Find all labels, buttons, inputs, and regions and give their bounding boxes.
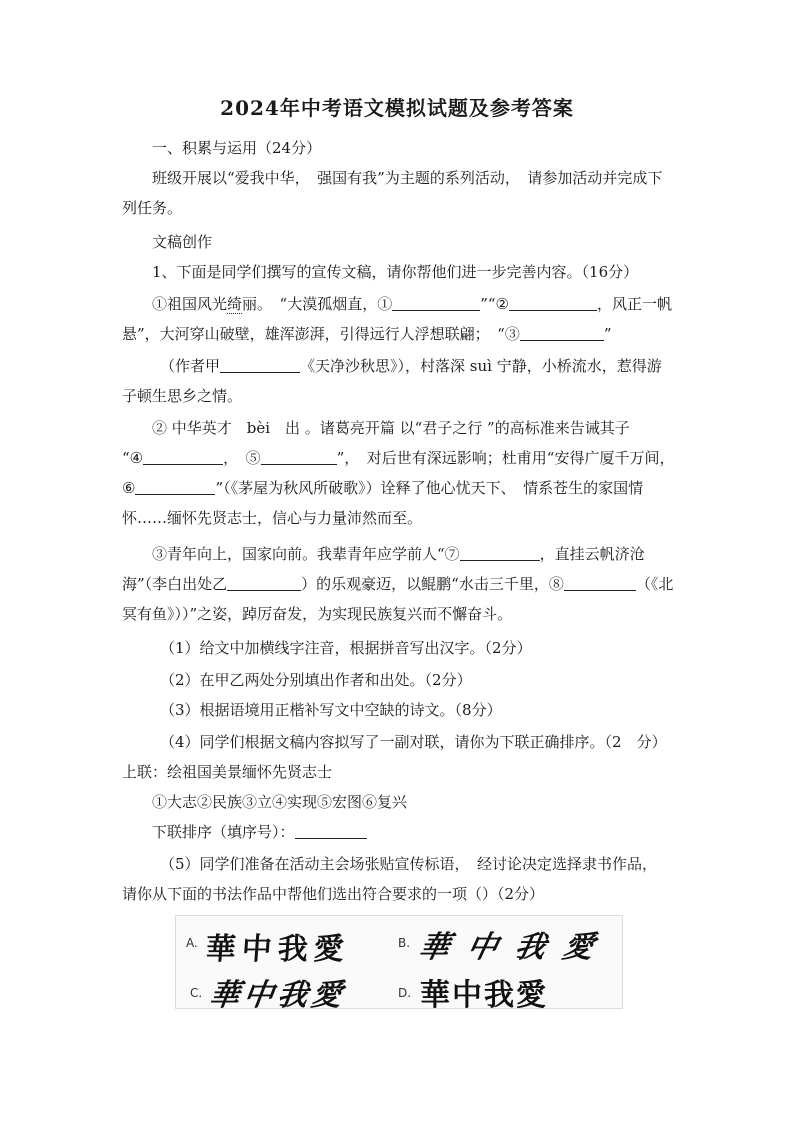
question-5-line1: （5）同学们准备在活动主会场张贴宣传标语， 经讨论决定选择隶书作品， bbox=[160, 855, 658, 873]
text: ，直挂云帆济沧 bbox=[539, 545, 645, 563]
text: ”（《茅屋为秋风所破歌》）诠释了他心忧天下、 情系苍生的家国情 bbox=[215, 479, 644, 497]
intro-line-1: 班级开展以“爱我中华， 强国有我”为主题的系列活动， 请参加活动并完成下 bbox=[152, 169, 663, 187]
blank-4[interactable] bbox=[143, 449, 223, 465]
para2-line3 bbox=[122, 478, 643, 498]
option-d-calligraphy: 華中我愛 bbox=[420, 978, 548, 1013]
blank-5[interactable] bbox=[261, 449, 337, 465]
text: ，风正一帆 bbox=[597, 295, 673, 313]
para1-line4: 子顿生思乡之情。 bbox=[122, 387, 243, 405]
couplet-options: ①大志②民族③立④实现⑤宏图⑥复兴 bbox=[152, 793, 408, 811]
text: ⑥ bbox=[122, 479, 136, 497]
section-heading: 一、积累与运用（24分） bbox=[152, 139, 322, 157]
option-d-label: D. bbox=[398, 986, 412, 1000]
para3-line1 bbox=[152, 544, 645, 564]
calligraphy-options bbox=[175, 915, 623, 1013]
blank-couplet-order[interactable] bbox=[295, 823, 367, 839]
intro-line-2: 列任务。 bbox=[122, 199, 183, 217]
marked-char: 绮 bbox=[227, 295, 243, 313]
text: 海”（李白出处乙 bbox=[122, 575, 228, 593]
option-b-label: B. bbox=[398, 936, 411, 950]
para1-line3 bbox=[160, 356, 662, 376]
blank-2[interactable] bbox=[509, 295, 597, 311]
couplet-answer bbox=[152, 822, 367, 842]
para2-line2 bbox=[122, 448, 674, 468]
text: ， ⑤ bbox=[223, 449, 261, 467]
para3-line2 bbox=[122, 574, 673, 594]
page-title: 2024年中考语文模拟试题及参考答案 bbox=[220, 96, 574, 120]
blank-6[interactable] bbox=[135, 479, 215, 495]
sub-question-1: （1）给文中加横线字注音，根据拼音写出汉字。（2分） bbox=[160, 639, 532, 657]
text: ” bbox=[603, 325, 612, 343]
text: （作者甲 bbox=[160, 357, 221, 375]
question-5-line2: 请你从下面的书法作品中帮他们选出符合要求的一项（）（2分） bbox=[122, 885, 545, 903]
blank-1[interactable] bbox=[392, 295, 480, 311]
blank-3[interactable] bbox=[520, 325, 604, 341]
para3-line3: 冥有鱼》））”之姿，踔厉奋发，为实现民族复兴而不懈奋斗。 bbox=[122, 605, 513, 623]
option-c-label: C. bbox=[190, 986, 203, 1000]
blank-8[interactable] bbox=[564, 575, 636, 591]
text: ”， 对后世有深远影响；杜甫用“安得广厦千万间， bbox=[336, 449, 675, 467]
option-a-calligraphy: 華中我愛 bbox=[204, 932, 351, 967]
option-c-calligraphy: 華中我愛 bbox=[207, 978, 348, 1013]
text: “④ bbox=[122, 449, 144, 467]
para1-line2 bbox=[122, 324, 612, 344]
sub-question-4: （4）同学们根据文稿内容拟写了一副对联，请你为下联正确排序。（2 分） bbox=[160, 733, 667, 751]
text: 《天净沙秋思》），村落深 suì 宁静，小桥流水，惹得游 bbox=[300, 357, 662, 375]
question-1: 1、下面是同学们撰写的宣传文稿，请你帮他们进一步完善内容。（16分） bbox=[152, 263, 639, 281]
text: ）的乐观豪迈，以鲲鹏“水击三千里，⑧ bbox=[301, 575, 564, 593]
option-b-calligraphy: 華中我愛 bbox=[415, 930, 615, 965]
text: 下联排序（填序号）： bbox=[152, 823, 295, 841]
text: （《北 bbox=[635, 575, 674, 593]
text: ③青年向上，国家向前。我辈青年应学前人“⑦ bbox=[152, 545, 460, 563]
text: 丽。 “大漠孤烟直，① bbox=[242, 295, 393, 313]
blank-author-a[interactable] bbox=[220, 357, 300, 373]
para2-line4: 怀……缅怀先贤志士，信心与力量沛然而至。 bbox=[122, 509, 423, 527]
text: 悬”，大河穿山破壁，雄浑澎湃，引得远行人浮想联翩； “③ bbox=[122, 325, 520, 343]
sub-question-3: （3）根据语境用正楷补写文中空缺的诗文。（8分） bbox=[160, 701, 502, 719]
text: ”“② bbox=[480, 295, 509, 313]
sub-heading: 文稿创作 bbox=[152, 233, 213, 251]
option-a-label: A. bbox=[186, 936, 198, 950]
para2-line1: ② 中华英才 bèi 出 。诸葛亮开篇 以“君子之行 ”的高标准来告诫其子 bbox=[152, 419, 630, 437]
text: ①祖国风光 bbox=[152, 295, 228, 313]
blank-source-b[interactable] bbox=[227, 575, 301, 591]
couplet-upper: 上联：绘祖国美景缅怀先贤志士 bbox=[122, 763, 333, 781]
blank-7[interactable] bbox=[460, 545, 540, 561]
sub-question-2: （2）在甲乙两处分别填出作者和出处。（2分） bbox=[160, 671, 472, 689]
para1-line1 bbox=[152, 294, 672, 314]
